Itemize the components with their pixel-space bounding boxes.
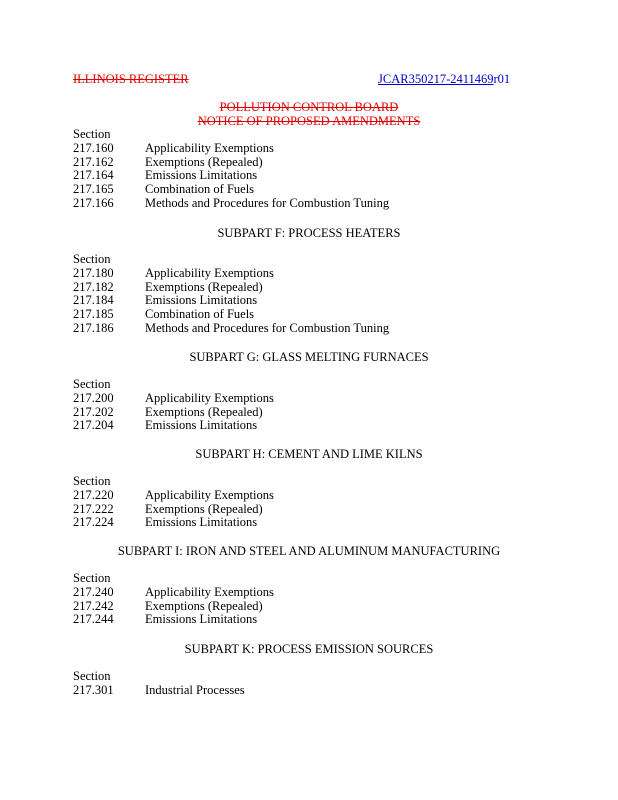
list-item (73, 142, 493, 156)
section-label: Section (73, 377, 111, 391)
section-title: Emissions Limitations (145, 293, 258, 308)
section-number: 217.200 (73, 390, 114, 405)
section-title: Applicability Exemptions (145, 390, 274, 405)
section-number: 217.185 (73, 307, 114, 322)
section-label: Section (73, 252, 111, 266)
section-number: 217.242 (73, 598, 114, 613)
section-list-block-5 (73, 670, 493, 698)
section-title: Emissions Limitations (145, 515, 258, 530)
agency-name: POLLUTION CONTROL BOARD (219, 100, 399, 114)
section-number: 217.184 (73, 293, 114, 308)
section-title: Emissions Limitations (145, 168, 258, 183)
section-number: 217.202 (73, 404, 114, 419)
section-title: Industrial Processes (145, 682, 245, 697)
section-title: Exemptions (Repealed) (145, 404, 263, 419)
section-number: 217.224 (73, 515, 114, 530)
section-number: 217.244 (73, 612, 114, 627)
section-title: Exemptions (Repealed) (145, 279, 263, 294)
notice-title: NOTICE OF PROPOSED AMENDMENTS (197, 114, 421, 128)
section-label: Section (73, 127, 111, 141)
document-id-link[interactable]: JCAR350217-2411469 (378, 72, 494, 86)
section-number: 217.301 (73, 682, 114, 697)
list-item (73, 406, 493, 420)
section-title: Applicability Exemptions (145, 487, 274, 502)
subpart-heading-f: SUBPART F: PROCESS HEATERS (217, 226, 401, 240)
list-item (73, 294, 493, 308)
section-title: Applicability Exemptions (145, 265, 274, 280)
list-item (73, 586, 493, 600)
section-number: 217.164 (73, 168, 114, 183)
list-item (73, 183, 493, 197)
section-title: Applicability Exemptions (145, 140, 274, 155)
section-list-block-4 (73, 572, 493, 627)
section-label: Section (73, 474, 111, 488)
list-item (73, 169, 493, 183)
section-number: 217.166 (73, 195, 114, 210)
section-number: 217.180 (73, 265, 114, 280)
document-id-suffix: r01 (493, 72, 511, 86)
list-item (73, 503, 493, 517)
list-item (73, 684, 493, 698)
section-title: Applicability Exemptions (145, 584, 274, 599)
list-item (73, 419, 493, 433)
section-list-block-0 (73, 128, 493, 211)
section-list-block-2 (73, 378, 493, 433)
section-number: 217.165 (73, 182, 114, 197)
section-number: 217.162 (73, 154, 114, 169)
section-title: Exemptions (Repealed) (145, 154, 263, 169)
list-item (73, 392, 493, 406)
section-title: Exemptions (Repealed) (145, 501, 263, 516)
section-title: Emissions Limitations (145, 418, 258, 433)
section-title: Methods and Procedures for Combustion Tuning (145, 195, 390, 210)
list-item (73, 600, 493, 614)
list-item (73, 281, 493, 295)
subpart-heading-h: SUBPART H: CEMENT AND LIME KILNS (195, 447, 423, 461)
list-item (73, 322, 493, 336)
list-item (73, 156, 493, 170)
section-list-block-1 (73, 253, 493, 336)
section-number: 217.222 (73, 501, 114, 516)
section-number: 217.160 (73, 140, 114, 155)
section-number: 217.204 (73, 418, 114, 433)
subpart-heading-i: SUBPART I: IRON AND STEEL AND ALUMINUM MANUFACTURING (117, 544, 501, 558)
section-title: Combination of Fuels (145, 307, 255, 322)
section-number: 217.240 (73, 584, 114, 599)
section-number: 217.182 (73, 279, 114, 294)
document-id[interactable] (378, 72, 510, 87)
section-number: 217.220 (73, 487, 114, 502)
subpart-heading-k: SUBPART K: PROCESS EMISSION SOURCES (184, 642, 434, 656)
section-number: 217.186 (73, 320, 114, 335)
section-title: Exemptions (Repealed) (145, 598, 263, 613)
list-item (73, 489, 493, 503)
section-list-block-3 (73, 475, 493, 530)
section-title: Methods and Procedures for Combustion Tuning (145, 320, 390, 335)
list-item (73, 516, 493, 530)
list-item (73, 613, 493, 627)
section-label: Section (73, 571, 111, 585)
list-item (73, 197, 493, 211)
list-item (73, 267, 493, 281)
subpart-heading-g: SUBPART G: GLASS MELTING FURNACES (189, 350, 429, 364)
register-title: ILLINOIS REGISTER (73, 72, 189, 86)
section-title: Combination of Fuels (145, 182, 255, 197)
section-label: Section (73, 669, 111, 683)
list-item (73, 308, 493, 322)
section-title: Emissions Limitations (145, 612, 258, 627)
